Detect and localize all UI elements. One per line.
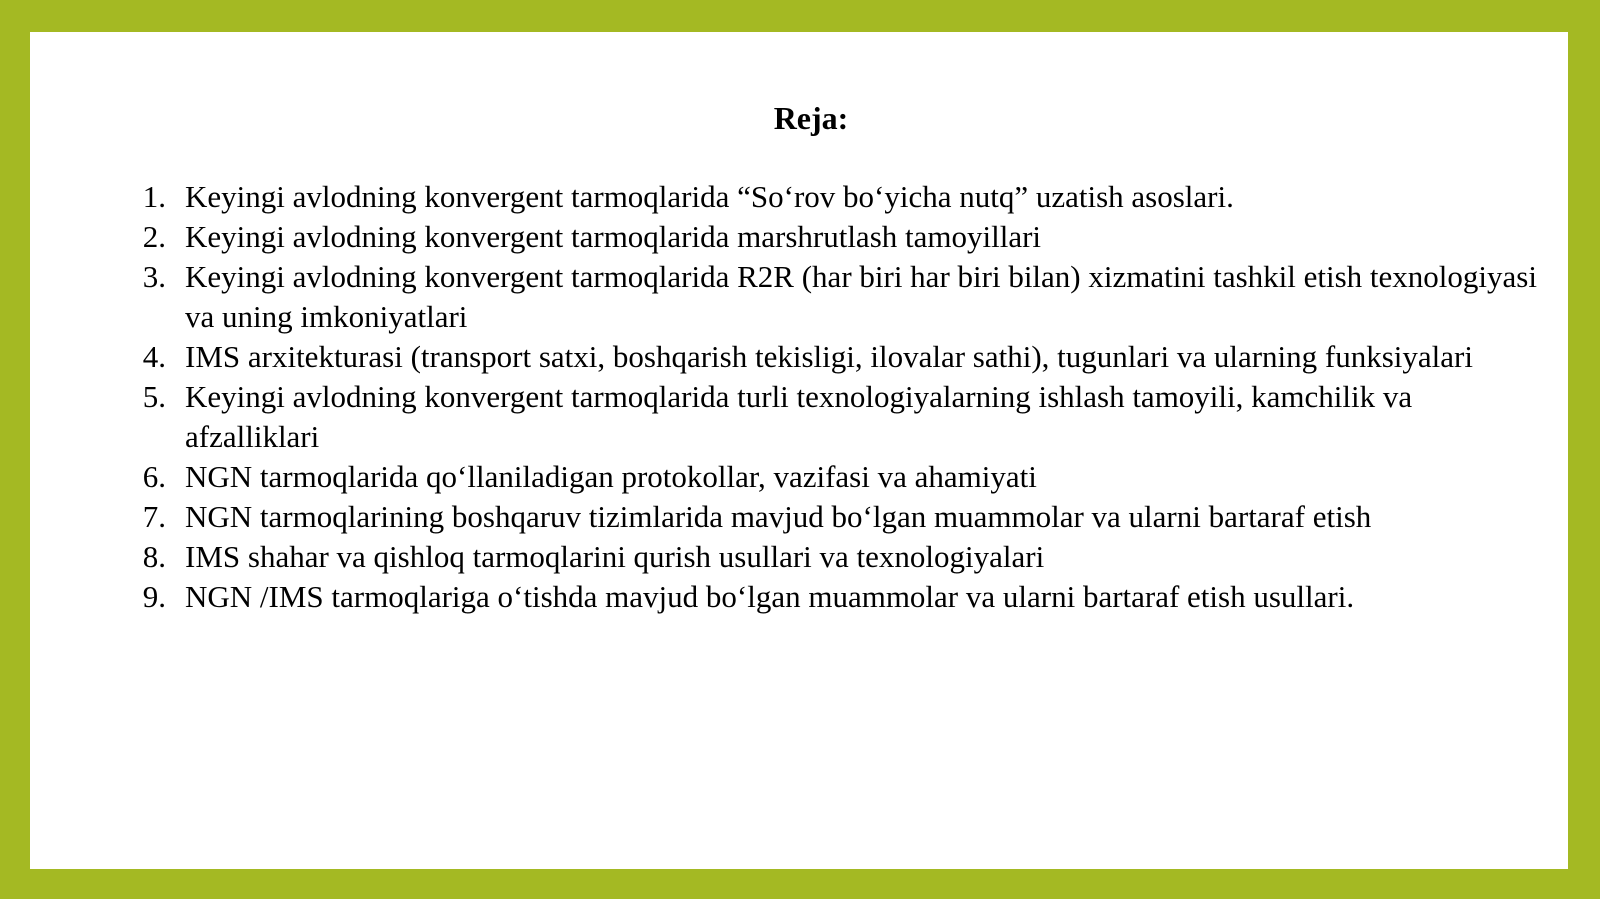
- list-item-number: 4.: [142, 339, 166, 374]
- list-item: [120, 497, 1540, 537]
- list-item-number: 6.: [142, 459, 166, 494]
- list-item-number: 2.: [142, 219, 166, 254]
- list-item: [120, 337, 1540, 377]
- list-item: [120, 537, 1540, 577]
- list-item-text: Keyingi avlodning konvergent tarmoqlarida R2R (har biri har biri bilan) xizmatini tashkil etish texnologiyasi va uning imkoniyatlari: [185, 259, 1537, 334]
- slide-canvas: [30, 32, 1568, 869]
- list-item: [120, 457, 1540, 497]
- list-item-text: IMS arxitekturasi (transport satxi, boshqarish tekisligi, ilovalar sathi), tugunlari va ularning funksiyalari: [185, 339, 1473, 374]
- list-item-text: NGN tarmoqlarining boshqaruv tizimlarida mavjud bo‘lgan muammolar va ularni bartaraf etish: [185, 499, 1372, 534]
- list-item-number: 9.: [142, 579, 166, 614]
- list-item-number: 5.: [142, 379, 166, 414]
- list-item-number: 7.: [142, 499, 166, 534]
- list-item: [120, 257, 1540, 337]
- plan-list: [120, 177, 1540, 617]
- list-item-text: NGN /IMS tarmoqlariga o‘tishda mavjud bo‘lgan muammolar va ularni bartaraf etish usullari.: [185, 579, 1355, 614]
- list-item: [120, 217, 1540, 257]
- list-item-number: 8.: [142, 539, 166, 574]
- list-item: [120, 177, 1540, 217]
- list-item: [120, 377, 1540, 457]
- list-item-text: Keyingi avlodning konvergent tarmoqlarida turli texnologiyalarning ishlash tamoyili, kamchilik va afzalliklari: [185, 379, 1413, 454]
- list-item-text: Keyingi avlodning konvergent tarmoqlarida marshrutlash tamoyillari: [185, 219, 1042, 254]
- list-item-number: 1.: [142, 179, 166, 214]
- list-item: [120, 577, 1540, 617]
- list-item-text: IMS shahar va qishloq tarmoqlarini qurish usullari va texnologiyalari: [185, 539, 1045, 574]
- list-item-text: NGN tarmoqlarida qo‘llaniladigan protokollar, vazifasi va ahamiyati: [185, 459, 1037, 494]
- slide-title: Reja:: [773, 100, 849, 136]
- list-item-number: 3.: [142, 259, 166, 294]
- list-item-text: Keyingi avlodning konvergent tarmoqlarida “So‘rov bo‘yicha nutq” uzatish asoslari.: [185, 179, 1234, 214]
